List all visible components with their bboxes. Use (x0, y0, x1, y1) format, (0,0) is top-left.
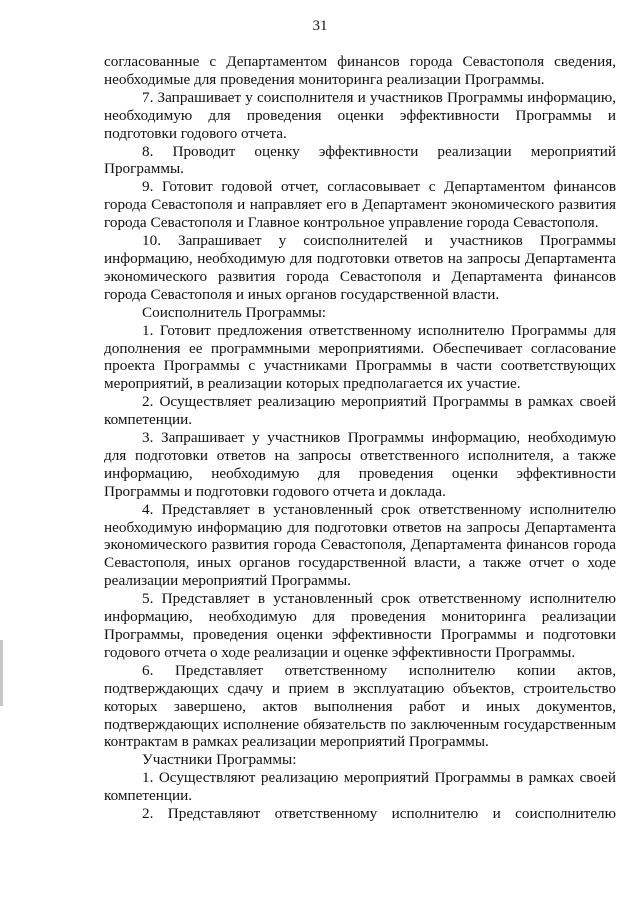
paragraph: 5. Представляет в установленный срок ответственному исполнителю информацию, необходимую для проведения мониторинга реализации Программы, проведения оценки эффективности Программы и подготовки годового отчета о ходе реализации и оценке эффективности Программы. (104, 590, 616, 661)
paragraph: 4. Представляет в установленный срок ответственному исполнителю необходимую информацию для подготовки ответов на запросы Департамента экономического развития города Севастополя, Департамента финансов города Севастополя, иных органов государственной власти, а также отчет о ходе реализации мероприятий Программы. (104, 500, 616, 590)
paragraph: 1. Осуществляют реализацию мероприятий Программы в рамках своей компетенции. (104, 769, 616, 805)
page-number: 31 (312, 18, 328, 34)
scan-margin-mark (0, 640, 3, 706)
paragraph: 3. Запрашивает у участников Программы информацию, необходимую для подготовки ответов на запросы ответственного исполнителя, а также информацию, необходимую для проведения оценки эффективности Программы и подготовки годового отчета и доклада. (104, 429, 616, 500)
paragraph: Участники Программы: (142, 751, 297, 769)
paragraph: 9. Готовит годовой отчет, согласовывает с Департаментом финансов города Севастополя и направляет его в Департамент экономического развития города Севастополя и Главное контрольное управление города Севастополя. (104, 178, 616, 232)
paragraph: 1. Готовит предложения ответственному исполнителю Программы для дополнения ее программными мероприятиями. Обеспечивает согласование проекта Программы с участниками Программы в части соответствующих мероприятий, в реализации которых предполагается их участие. (104, 321, 616, 393)
paragraph: 10. Запрашивает у соисполнителей и участников Программы информацию, необходимую для подготовки ответов на запросы Департамента экономического развития города Севастополя и Департамента финансов города Севастополя и иных органов государственной власти. (104, 232, 616, 303)
paragraph: 6. Представляет ответственному исполнителю копии актов, подтверждающих сдачу и прием в эксплуатацию объектов, строительство которых завершено, актов выполнения работ и иных документов, подтверждающих исполнение обязательств по заключенным государственным контрактам в рамках реализации мероприятий Программы. (104, 661, 616, 751)
paragraph: 2. Представляют ответственному исполнителю и соисполнителю (142, 805, 616, 823)
paragraph: Соисполнитель Программы: (142, 303, 326, 321)
paragraph: согласованные с Департаментом финансов города Севастополя сведения, необходимые для проведения мониторинга реализации Программы. (104, 53, 616, 88)
paragraph: 8. Проводит оценку эффективности реализации мероприятий Программы. (104, 142, 616, 178)
document-body (104, 53, 616, 823)
paragraph: 7. Запрашивает у соисполнителя и участников Программы информацию, необходимую для проведения оценки эффективности Программы и подготовки годового отчета. (104, 88, 616, 142)
paragraph: 2. Осуществляет реализацию мероприятий Программы в рамках своей компетенции. (104, 393, 616, 429)
